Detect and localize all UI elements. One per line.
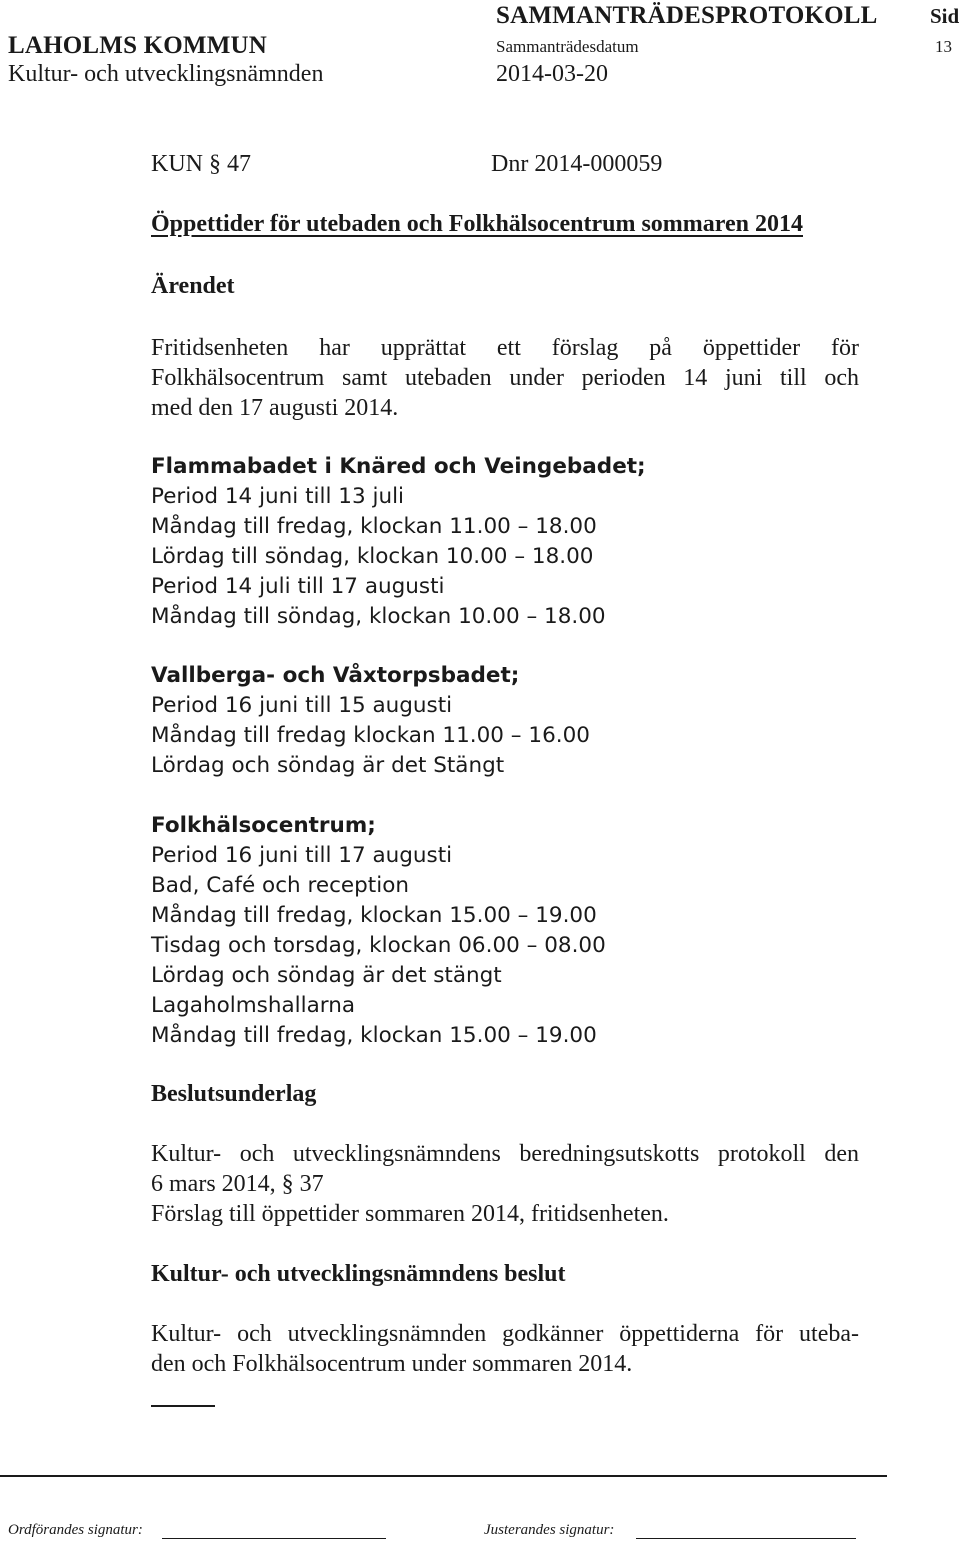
page-label: Sid bbox=[930, 4, 960, 28]
folkhalsocentrum-line: Bad, Café och reception bbox=[151, 873, 409, 898]
folkhalsocentrum-line: Lördag och söndag är det stängt bbox=[151, 963, 502, 988]
case-title: Öppettider för utebaden och Folkhälsocentrum sommaren 2014 bbox=[151, 211, 803, 237]
folkhalsocentrum-line: Period 16 juni till 17 augusti bbox=[151, 843, 453, 868]
beslutsunderlag-line-1: Kultur- och utvecklingsnämndens beredningsutskotts protokoll den bbox=[151, 1141, 859, 1167]
beslut-heading: Kultur- och utvecklingsnämndens beslut bbox=[151, 1261, 566, 1287]
flammabadet-line: Period 14 juni till 13 juli bbox=[151, 484, 405, 509]
arendet-line-1: Fritidsenheten har upprättat ett förslag på öppettider för bbox=[151, 335, 859, 361]
document-type: SAMMANTRÄDESPROTOKOLL bbox=[496, 2, 878, 29]
case-number: Dnr 2014-000059 bbox=[491, 151, 663, 177]
paragraph-number: KUN § 47 bbox=[151, 151, 251, 177]
meeting-date: 2014-03-20 bbox=[496, 61, 608, 87]
folkhalsocentrum-line: Måndag till fredag, klockan 15.00 – 19.00 bbox=[151, 903, 597, 928]
chair-signature-line bbox=[162, 1538, 386, 1539]
adjuster-signature-line bbox=[636, 1538, 856, 1539]
section-end-rule bbox=[151, 1405, 215, 1407]
page-number: 13 bbox=[935, 37, 952, 56]
beslutsunderlag-line-2: 6 mars 2014, § 37 bbox=[151, 1171, 324, 1197]
municipality-name: LAHOLMS KOMMUN bbox=[8, 32, 268, 59]
adjuster-signature-label: Justerandes signatur: bbox=[484, 1522, 615, 1538]
folkhalsocentrum-line: Tisdag och torsdag, klockan 06.00 – 08.00 bbox=[151, 933, 606, 958]
arendet-line-3: med den 17 augusti 2014. bbox=[151, 395, 399, 421]
beslutsunderlag-heading: Beslutsunderlag bbox=[151, 1081, 317, 1107]
folkhalsocentrum-line: Lagaholmshallarna bbox=[151, 993, 356, 1018]
flammabadet-line: Måndag till söndag, klockan 10.00 – 18.00 bbox=[151, 604, 606, 629]
meeting-date-label: Sammanträdesdatum bbox=[496, 37, 639, 56]
arendet-line-2: Folkhälsocentrum samt utebaden under perioden 14 juni till och bbox=[151, 365, 859, 391]
flammabadet-line: Måndag till fredag, klockan 11.00 – 18.00 bbox=[151, 514, 597, 539]
beslut-line-1: Kultur- och utvecklingsnämnden godkänner öppettiderna för uteba- bbox=[151, 1321, 859, 1347]
flammabadet-line: Period 14 juli till 17 augusti bbox=[151, 574, 445, 599]
vallberga-line: Måndag till fredag klockan 11.00 – 16.00 bbox=[151, 723, 590, 748]
flammabadet-heading: Flammabadet i Knäred och Veingebadet; bbox=[151, 454, 646, 479]
folkhalsocentrum-heading: Folkhälsocentrum; bbox=[151, 813, 376, 838]
vallberga-heading: Vallberga- och Våxtorpsbadet; bbox=[151, 663, 520, 688]
vallberga-line: Lördag och söndag är det Stängt bbox=[151, 753, 505, 778]
beslut-line-2: den och Folkhälsocentrum under sommaren 2014. bbox=[151, 1351, 633, 1377]
chair-signature-label: Ordförandes signatur: bbox=[8, 1522, 143, 1538]
arendet-heading: Ärendet bbox=[151, 273, 235, 299]
beslutsunderlag-line-3: Förslag till öppettider sommaren 2014, fritidsenheten. bbox=[151, 1201, 669, 1227]
vallberga-line: Period 16 juni till 15 augusti bbox=[151, 693, 453, 718]
flammabadet-line: Lördag till söndag, klockan 10.00 – 18.00 bbox=[151, 544, 594, 569]
footer-separator bbox=[0, 1475, 887, 1477]
committee-name: Kultur- och utvecklingsnämnden bbox=[8, 61, 324, 87]
folkhalsocentrum-line: Måndag till fredag, klockan 15.00 – 19.00 bbox=[151, 1023, 597, 1048]
